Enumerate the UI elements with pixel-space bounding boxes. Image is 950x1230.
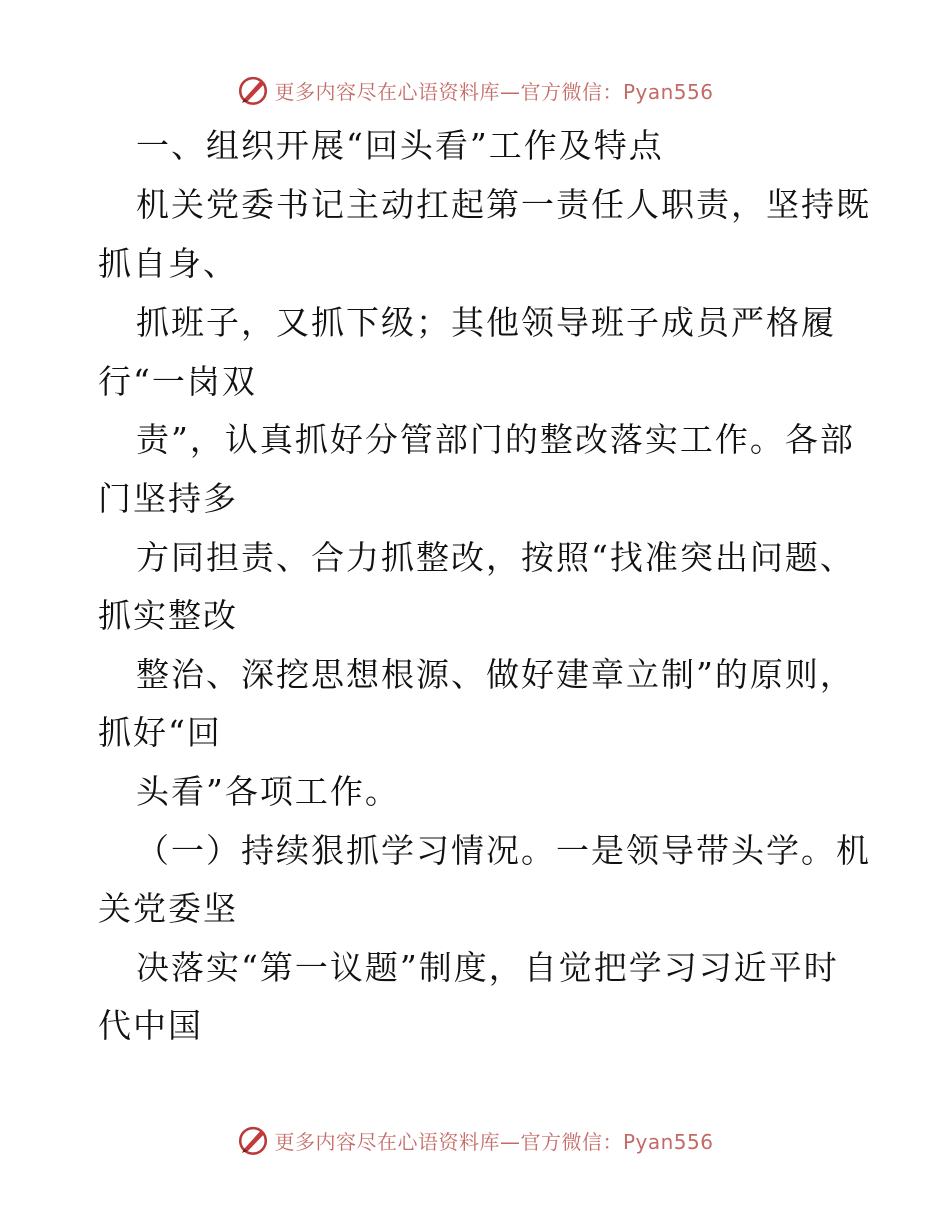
paragraph-line: 代中国 [98, 1006, 203, 1045]
paragraph-line: 头看”各项工作。 [136, 772, 400, 811]
paragraph-line: 责”，认真抓好分管部门的整改落实工作。各部 [136, 420, 855, 459]
paragraph-line: 抓实整改 [98, 596, 238, 635]
paragraph-line: 关党委坚 [98, 889, 238, 928]
pen-logo-icon [236, 73, 270, 107]
footer-banner-text: 更多内容尽在心语资料库—官方微信：Pyan556 [274, 1129, 714, 1154]
paragraph-line: 门坚持多 [98, 479, 238, 518]
paragraph-line: 抓班子，又抓下级；其他领导班子成员严格履 [136, 303, 836, 342]
header-watermark-banner [0, 70, 950, 110]
paragraph-line: 行“一岗双 [98, 362, 257, 401]
paragraph-line: 抓好“回 [98, 713, 222, 752]
paragraph-line: 方同担责、合力抓整改，按照“找准突出问题、 [136, 538, 855, 577]
paragraph-line: 整治、深挖思想根源、做好建章立制”的原则， [136, 655, 855, 694]
section-heading: 一、组织开展“回头看”工作及特点 [136, 126, 664, 165]
paragraph-line: （一）持续狠抓学习情况。一是领导带头学。机 [136, 831, 871, 870]
paragraph-line: 抓自身、 [98, 244, 238, 283]
paragraph-line: 机关党委书记主动扛起第一责任人职责，坚持既 [136, 185, 871, 224]
header-banner-text: 更多内容尽在心语资料库—官方微信：Pyan556 [274, 79, 714, 104]
paragraph-line: 决落实“第一议题”制度，自觉把学习习近平时 [136, 948, 839, 987]
pen-logo-icon [236, 1123, 270, 1157]
footer-watermark-banner [0, 1120, 950, 1160]
